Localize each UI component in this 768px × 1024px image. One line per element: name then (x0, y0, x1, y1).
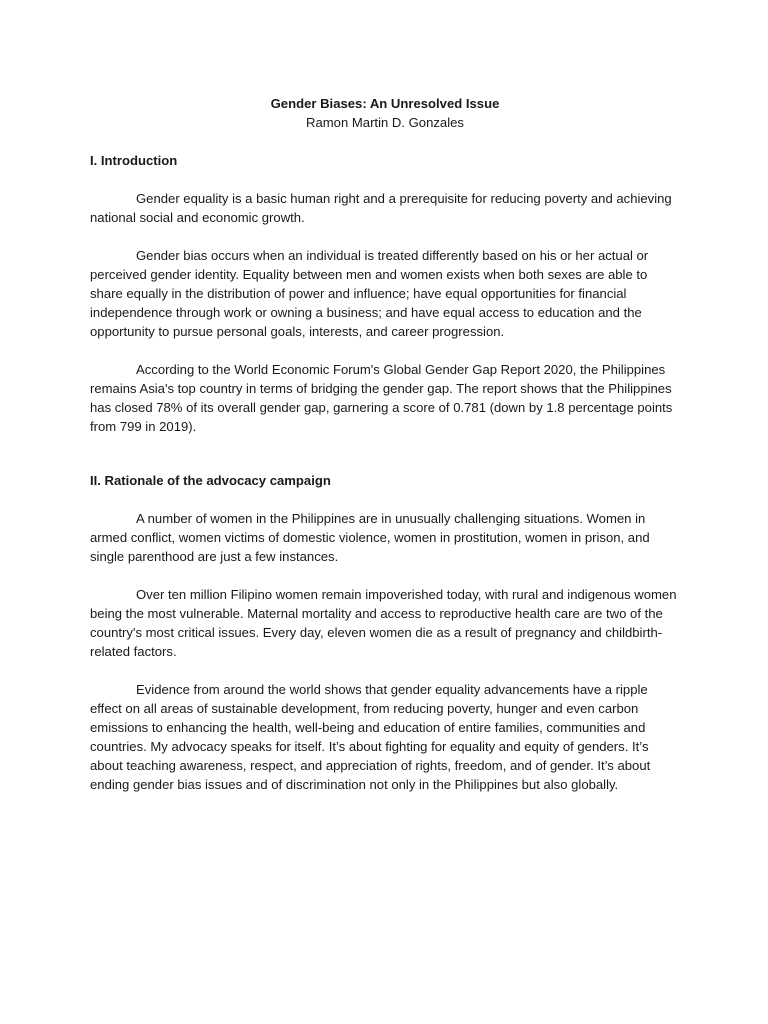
section-heading-introduction: I. Introduction (90, 153, 178, 168)
paragraph: Gender equality is a basic human right and a prerequisite for reducing poverty and achieving national social and economic growth. (90, 191, 672, 225)
document-author: Ramon Martin D. Gonzales (306, 115, 464, 130)
paragraph: Over ten million Filipino women remain impoverished today, with rural and indigenous women being the most vulnerable. Maternal mortality and access to reproductive health care are two of the country's most critical issues. Every day, eleven women die as a result of pregnancy and childbirth-related factors. (90, 587, 677, 659)
document-title: Gender Biases: An Unresolved Issue (270, 96, 500, 111)
section-heading-rationale: II. Rationale of the advocacy campaign (90, 473, 331, 488)
paragraph: According to the World Economic Forum's Global Gender Gap Report 2020, the Philippines remains Asia's top country in terms of bridging the gender gap. The report shows that the Philippines has closed 78% of its overall gender gap, garnering a score of 0.781 (down by 1.8 percentage points from 799 in 2019). (90, 362, 673, 434)
paragraph: Evidence from around the world shows that gender equality advancements have a ripple effect on all areas of sustainable development, from reducing poverty, hunger and even carbon emissions to enhancing the health, well-being and education of entire families, communities and countries. My advocacy speaks for itself. It’s about fighting for equality and equity of genders. It’s about teaching awareness, respect, and appreciation of rights, freedom, and of gender. It’s about ending gender bias issues and of discrimination not only in the Philippines but also globally. (90, 682, 651, 792)
paragraph: A number of women in the Philippines are in unusually challenging situations. Women in armed conflict, women victims of domestic violence, women in prostitution, women in prison, and single parenthood are just a few instances. (90, 511, 650, 564)
document-body (90, 94, 680, 794)
paragraph: Gender bias occurs when an individual is treated differently based on his or her actual or perceived gender identity. Equality between men and women exists when both sexes are able to share equally in the distribution of power and influence; have equal opportunities for financial independence through work or owning a business; and have equal access to education and the opportunity to pursue personal goals, interests, and career progression. (90, 248, 649, 339)
